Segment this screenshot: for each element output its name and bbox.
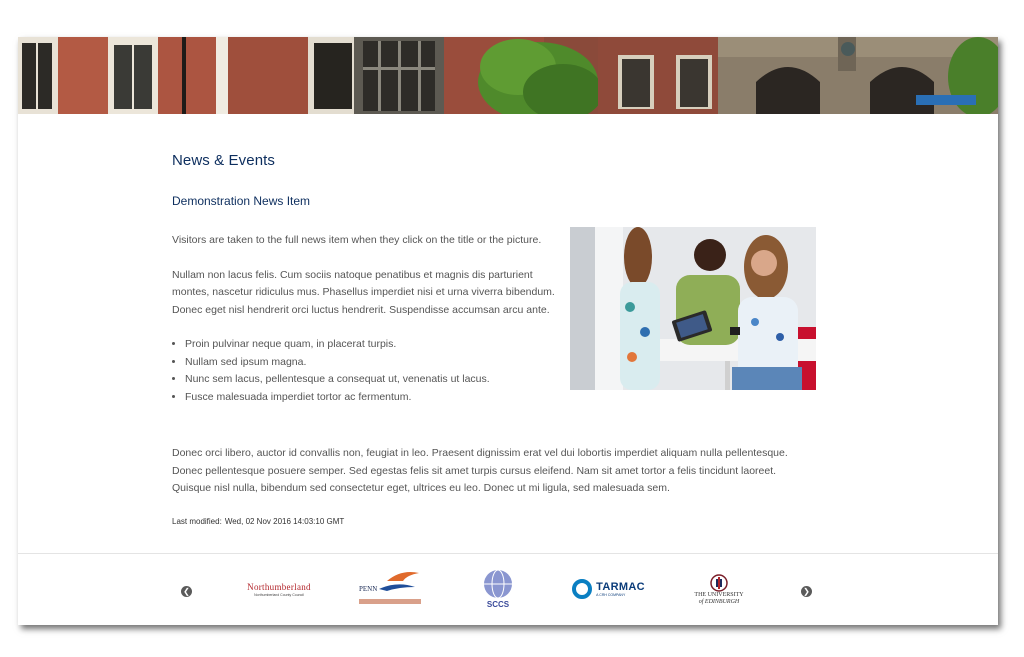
logo-northumberland[interactable] xyxy=(240,578,318,600)
news-paragraph-2: Donec orci libero, auctor id convallis non, feugiat in leo. Praesent dignissim erat vel dui lobortis imperdiet aliquam nulla pellentesque. Donec pellentesque posuere semper. Sed egestas felis sit amet turpis cursus eleifend. Nam sit amet tortor a felis tincidunt laoreet. Quisque nisl nulla, bibendum sed consectetur eget, ultrices eu leo. Donec ut mi ligula, sed malesuada sem. xyxy=(172,447,788,494)
news-item-body xyxy=(172,232,562,406)
header-banner xyxy=(18,37,998,114)
news-intro: Visitors are taken to the full news item when they click on the title or the picture. xyxy=(172,234,542,246)
students-photo xyxy=(570,227,816,390)
sccs-globe-icon xyxy=(483,569,513,599)
last-modified xyxy=(172,517,344,526)
tarmac-logo-subtext: A CRH COMPANY xyxy=(596,593,626,597)
browser-page xyxy=(18,37,998,625)
chevron-right-icon[interactable]: ❯ xyxy=(801,586,812,597)
list-item: • Nunc sem lacus, pellentesque a consequat ut, venenatis ut lacus. xyxy=(185,371,562,389)
northumberland-logo-text: Northumberland xyxy=(247,581,311,592)
logo-university-of-edinburgh[interactable] xyxy=(686,568,752,612)
page-title: News & Events xyxy=(172,152,276,169)
logo-sccs[interactable] xyxy=(478,564,518,614)
news-item-title-link[interactable]: Demonstration News Item xyxy=(172,194,311,208)
tarmac-logo-text: TARMAC xyxy=(596,581,645,593)
logo-penn[interactable] xyxy=(357,567,423,607)
edinburgh-crest-icon xyxy=(710,574,728,592)
edinburgh-logo-line2: of EDINBURGH xyxy=(698,599,740,605)
northumberland-logo-subtext: Northumberland County Council xyxy=(254,592,304,597)
penn-logo-text: PENN xyxy=(359,585,378,593)
chevron-left-icon[interactable]: ❮ xyxy=(181,586,192,597)
sccs-logo-text: SCCS xyxy=(486,600,510,609)
news-bullet-list xyxy=(172,336,562,406)
tarmac-ring-icon xyxy=(571,578,593,600)
list-item: • Nullam sed ipsum magna. xyxy=(185,354,562,372)
list-item: • Proin pulvinar neque quam, in placerat turpis. xyxy=(185,336,562,354)
list-item: • Fusce malesuada imperdiet tortor ac fermentum. xyxy=(185,389,562,407)
logo-tarmac[interactable] xyxy=(568,576,648,602)
last-modified-value: Wed, 02 Nov 2016 14:03:10 GMT xyxy=(224,517,345,526)
edinburgh-logo-line1: THE UNIVERSITY xyxy=(694,592,744,598)
partner-logo-carousel xyxy=(18,554,998,625)
news-paragraph-1: Nullam non lacus felis. Cum sociis natoque penatibus et magnis dis parturient montes, nascetur ridiculus mus. Phasellus imperdiet nisi et urna viverra bibendum. Donec eget nisl hendrerit orci luctus hendrerit. Suspendisse accumsan arcu ante. xyxy=(172,268,555,316)
last-modified-label: Last modified: xyxy=(172,517,222,526)
banner-image xyxy=(18,37,998,114)
news-item-photo[interactable] xyxy=(570,227,816,390)
